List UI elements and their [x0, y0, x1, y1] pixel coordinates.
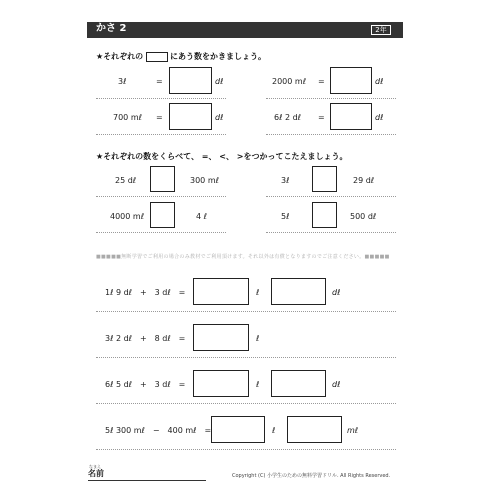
s1-q1-left: 3ℓ: [118, 77, 127, 86]
s2-q4-compare-box[interactable]: [312, 202, 337, 228]
s3-q1-answer-box-2[interactable]: [271, 278, 326, 305]
s3-q3-answer-box-2[interactable]: [271, 370, 326, 397]
s1-q2-answer-box[interactable]: [330, 67, 372, 94]
divider-dotted: [266, 232, 396, 233]
name-field-line[interactable]: [88, 480, 206, 481]
s1-q4-left: 6ℓ 2 dℓ: [274, 113, 301, 122]
s1-q4-unit: dℓ: [375, 113, 384, 122]
s3-q4-answer-box-1[interactable]: [211, 416, 265, 443]
header-bar: [87, 22, 403, 38]
divider-dotted: [96, 232, 226, 233]
s3-q3-unit1: ℓ: [256, 380, 260, 389]
divider-dotted: [266, 98, 396, 99]
s3-q1-expr: 1ℓ 9 dℓ + 3 dℓ =: [105, 288, 186, 297]
s2-q2-right: 29 dℓ: [353, 176, 375, 185]
s3-q3-expr: 6ℓ 5 dℓ + 3 dℓ =: [105, 380, 186, 389]
divider-dotted: [96, 311, 396, 312]
s3-q1-unit2: dℓ: [332, 288, 341, 297]
s2-q2-compare-box[interactable]: [312, 166, 337, 192]
s2-q1-left: 25 dℓ: [115, 176, 137, 185]
s3-q4-unit2: mℓ: [347, 426, 359, 435]
s1-q3-answer-box[interactable]: [169, 103, 212, 130]
s3-q1-unit1: ℓ: [256, 288, 260, 297]
s3-q4-unit1: ℓ: [272, 426, 276, 435]
section1-instruction-start: ★それぞれの: [96, 52, 144, 61]
usage-notice: ■■■■■無断学習でご利用の場合のみ教材でご利用頂けます。それ以外は有償となりますのでご注意ください。■■■■■: [96, 254, 390, 260]
s3-q4-answer-box-2[interactable]: [287, 416, 342, 443]
s3-q2-unit1: ℓ: [256, 334, 260, 343]
s1-q2-eq: =: [318, 77, 325, 86]
s2-q1-right: 300 mℓ: [190, 176, 219, 185]
name-label: 名前: [88, 469, 104, 478]
s3-q2-expr: 3ℓ 2 dℓ + 8 dℓ =: [105, 334, 186, 343]
divider-dotted: [96, 134, 226, 135]
divider-dotted: [266, 134, 396, 135]
divider-dotted: [266, 196, 396, 197]
s1-q1-unit: dℓ: [215, 77, 224, 86]
s1-q1-answer-box[interactable]: [169, 67, 212, 94]
s2-q3-left: 4000 mℓ: [110, 212, 144, 221]
s1-q4-answer-box[interactable]: [330, 103, 372, 130]
s1-q3-left: 700 mℓ: [113, 113, 142, 122]
s1-q2-left: 2000 mℓ: [272, 77, 306, 86]
s2-q3-right: 4 ℓ: [196, 212, 207, 221]
divider-dotted: [96, 403, 396, 404]
s3-q2-answer-box-1[interactable]: [193, 324, 249, 351]
s2-q4-left: 5ℓ: [281, 212, 290, 221]
divider-dotted: [96, 98, 226, 99]
s1-q3-eq: =: [156, 113, 163, 122]
name-ruby: なまえ: [89, 464, 101, 469]
divider-dotted: [96, 449, 396, 450]
s3-q3-answer-box-1[interactable]: [193, 370, 249, 397]
section2-instruction: ★それぞれの数をくらべて、 =、 <、 >をつかってこたえましょう。: [96, 152, 348, 161]
page-title: かさ 2: [96, 23, 127, 34]
s1-q3-unit: dℓ: [215, 113, 224, 122]
section1-instruction-end: にあう数をかきましょう。: [170, 52, 266, 61]
s3-q3-unit2: dℓ: [332, 380, 341, 389]
copyright-text: Copyright (C) 小学生のための無料学習ドリル. All Rights Reserved.: [232, 473, 391, 479]
divider-dotted: [96, 357, 396, 358]
grade-badge: 2年: [371, 25, 391, 35]
s2-q3-compare-box[interactable]: [150, 202, 175, 228]
s3-q4-expr: 5ℓ 300 mℓ − 400 mℓ =: [105, 426, 212, 435]
s3-q1-answer-box-1[interactable]: [193, 278, 249, 305]
s1-q2-unit: dℓ: [375, 77, 384, 86]
instruction-sample-box: [146, 52, 168, 62]
divider-dotted: [96, 196, 226, 197]
s1-q1-eq: =: [156, 77, 163, 86]
s2-q2-left: 3ℓ: [281, 176, 290, 185]
s2-q4-right: 500 dℓ: [350, 212, 377, 221]
s2-q1-compare-box[interactable]: [150, 166, 175, 192]
s1-q4-eq: =: [318, 113, 325, 122]
